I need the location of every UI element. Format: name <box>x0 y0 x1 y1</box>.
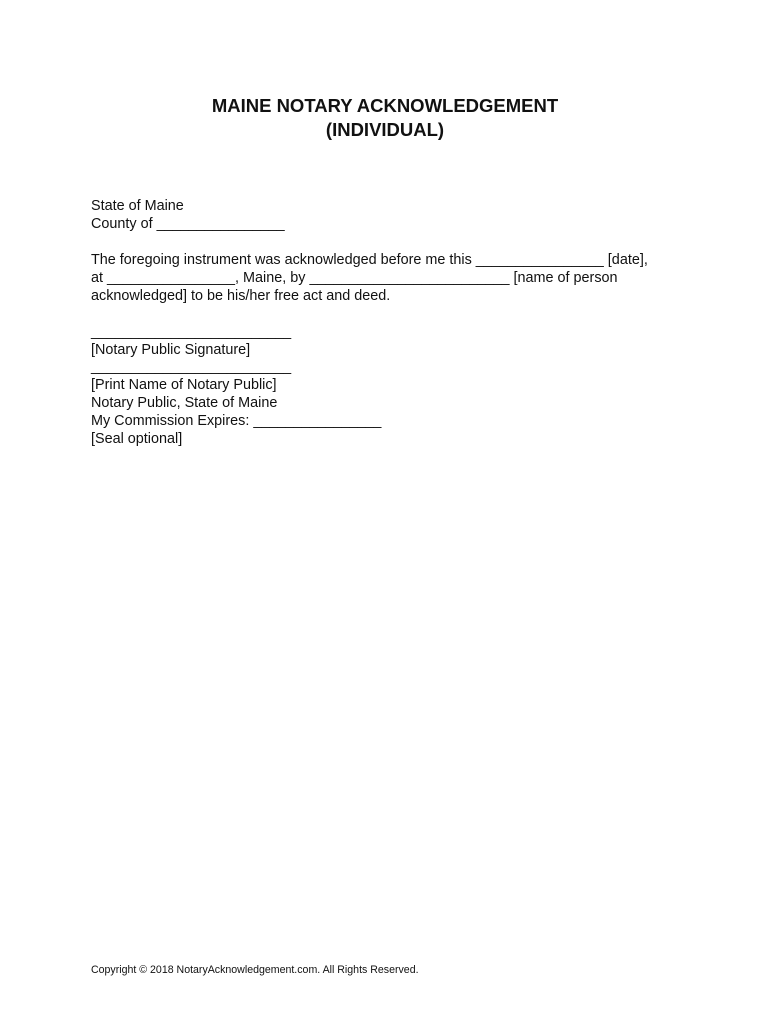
notary-title: Notary Public, State of Maine <box>91 395 278 411</box>
print-name-line: _________________________ <box>91 359 292 375</box>
signature-label: [Notary Public Signature] <box>91 342 251 358</box>
county-line: County of ________________ <box>91 216 285 232</box>
seal-note: [Seal optional] <box>91 431 183 447</box>
print-name-label: [Print Name of Notary Public] <box>91 377 277 393</box>
signature-line: _________________________ <box>91 324 292 340</box>
commission-expires: My Commission Expires: ________________ <box>91 413 382 429</box>
document-title: MAINE NOTARY ACKNOWLEDGEMENT <box>211 95 559 116</box>
acknowledgement-text-line-2: at ________________, Maine, by _________________________ [name of person <box>91 270 618 286</box>
acknowledgement-text-line-3: acknowledged] to be his/her free act and deed. <box>91 288 391 304</box>
state-line: State of Maine <box>91 198 184 214</box>
acknowledgement-text-line-1: The foregoing instrument was acknowledged before me this ________________ [date], <box>91 252 648 268</box>
document-subtitle: (INDIVIDUAL) <box>325 119 445 140</box>
copyright-footer: Copyright © 2018 NotaryAcknowledgement.com. All Rights Reserved. <box>91 964 419 976</box>
